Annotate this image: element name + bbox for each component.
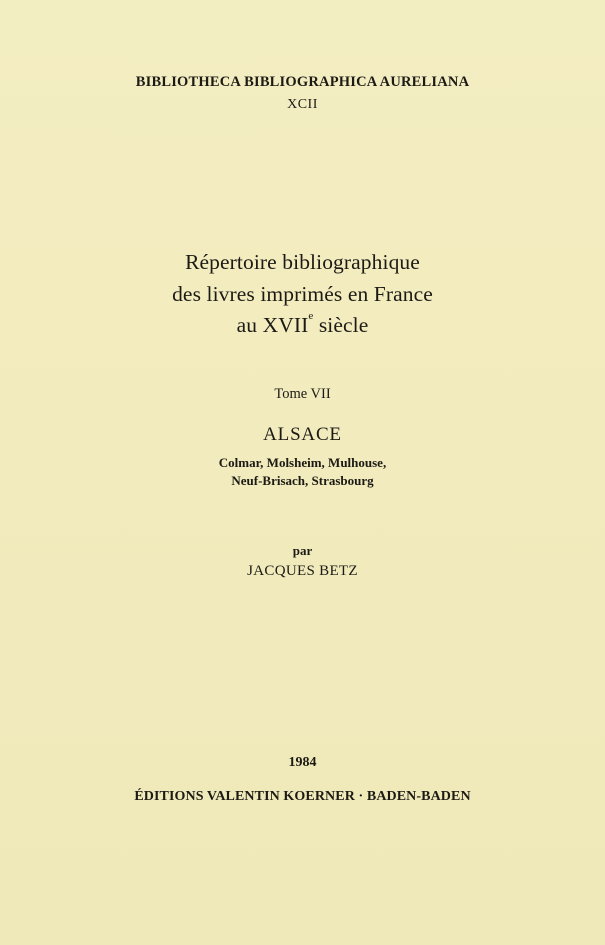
title-century-suffix: siècle [313, 313, 369, 337]
book-title-line-2: des livres imprimés en France [172, 282, 433, 306]
title-century-superscript: e [308, 310, 314, 322]
places-line-2: Neuf-Brisach, Strasbourg [231, 473, 374, 488]
series-name: BIBLIOTHECA BIBLIOGRAPHICA AURELIANA [135, 74, 470, 90]
publisher: ÉDITIONS VALENTIN KOERNER · BADEN-BADEN [134, 789, 471, 804]
tome-number: Tome VII [274, 386, 331, 402]
title-century-prefix: au XVII [236, 313, 309, 337]
publication-year: 1984 [288, 755, 317, 770]
region-title: ALSACE [263, 424, 342, 445]
book-title-line-1: Répertoire bibliographique [185, 250, 420, 274]
places-line-1: Colmar, Molsheim, Mulhouse, [218, 455, 387, 470]
book-title-line-3 [0, 310, 605, 338]
author-preposition: par [292, 543, 313, 558]
series-volume: XCII [287, 97, 318, 112]
author-name: JACQUES BETZ [247, 563, 358, 579]
